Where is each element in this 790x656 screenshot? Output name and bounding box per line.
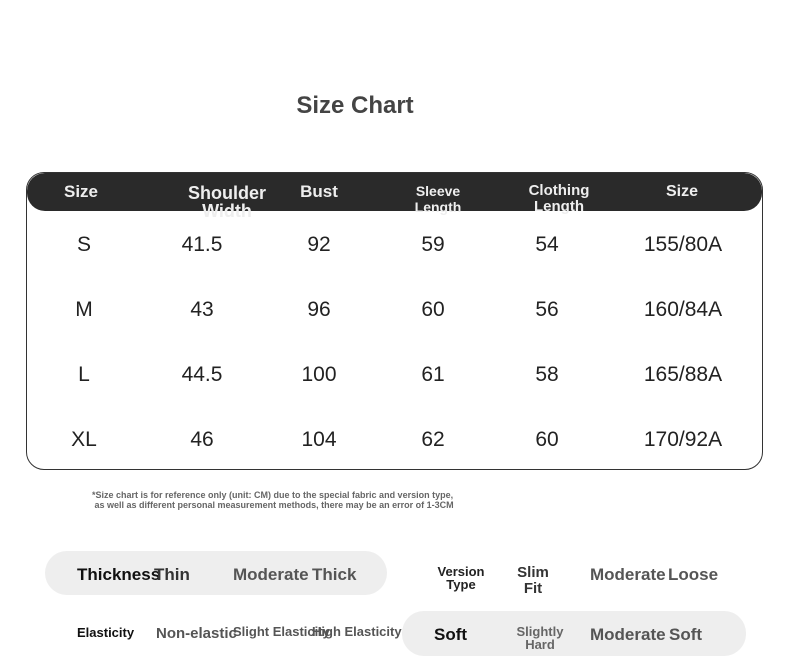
cell-standard: 155/80A (643, 233, 723, 256)
cell-length: 56 (535, 298, 559, 321)
cell-bust: 104 (301, 428, 337, 451)
cell-size: M (75, 298, 93, 321)
page-title: Size Chart (296, 92, 414, 119)
cell-bust: 92 (307, 233, 331, 256)
size-note-line1: *Size chart is for reference only (unit: CM) due to the special fabric and version type, (92, 490, 454, 500)
cell-sleeve: 60 (421, 298, 445, 321)
version-type-label: Version Type (437, 564, 485, 592)
thickness-option-thin: Thin (154, 565, 190, 584)
cell-length: 60 (535, 428, 559, 451)
cell-size: XL (71, 428, 97, 451)
header-shoulder-width: Shoulder Width (187, 183, 266, 221)
thickness-label: Thickness (77, 565, 161, 584)
cell-bust: 96 (307, 298, 331, 321)
header-sleeve-length: Sleeve Length (414, 183, 462, 215)
elasticity-option-slight: Slight Elasticity (233, 624, 330, 639)
cell-shoulder: 46 (190, 428, 214, 451)
version-option-loose: Loose (668, 565, 719, 584)
cell-size: S (76, 233, 91, 256)
elasticity-option-high: High Elasticity (312, 624, 402, 639)
size-chart-table (26, 172, 763, 470)
cell-length: 58 (535, 363, 559, 386)
softness-option-slightly-hard: Slightly Hard (516, 624, 564, 652)
size-note (92, 490, 454, 510)
cell-shoulder: 44.5 (181, 363, 223, 386)
table-header (27, 173, 762, 221)
cell-size: L (78, 363, 90, 386)
header-size: Size (63, 182, 99, 201)
cell-sleeve: 62 (421, 428, 445, 451)
thickness-option-moderate: Moderate (233, 565, 309, 584)
elasticity-option-non-elastic: Non-elastic (156, 625, 237, 642)
thickness-option-thick: Thick (312, 565, 357, 584)
cell-length: 54 (535, 233, 559, 256)
softness-option-soft: Soft (434, 625, 468, 644)
cell-standard: 165/88A (643, 363, 723, 386)
cell-standard: 170/92A (643, 428, 723, 451)
cell-sleeve: 61 (421, 363, 445, 386)
softness-option-soft-2: Soft (669, 625, 703, 644)
cell-shoulder: 43 (190, 298, 214, 321)
softness-option-moderate: Moderate (590, 625, 666, 644)
elasticity-label: Elasticity (77, 625, 135, 640)
version-option-moderate: Moderate (590, 565, 666, 584)
version-option-slim-fit: Slim Fit (517, 564, 549, 597)
header-clothing-length: Clothing Length (528, 182, 590, 215)
size-note-line2: as well as different personal measurement methods, there may be an error of 1-3CM (92, 500, 454, 510)
cell-standard: 160/84A (643, 298, 723, 321)
header-bust: Bust (300, 182, 338, 201)
header-size-standard: Size (665, 183, 698, 200)
cell-shoulder: 41.5 (181, 233, 223, 256)
cell-bust: 100 (301, 363, 337, 386)
cell-sleeve: 59 (421, 233, 445, 256)
